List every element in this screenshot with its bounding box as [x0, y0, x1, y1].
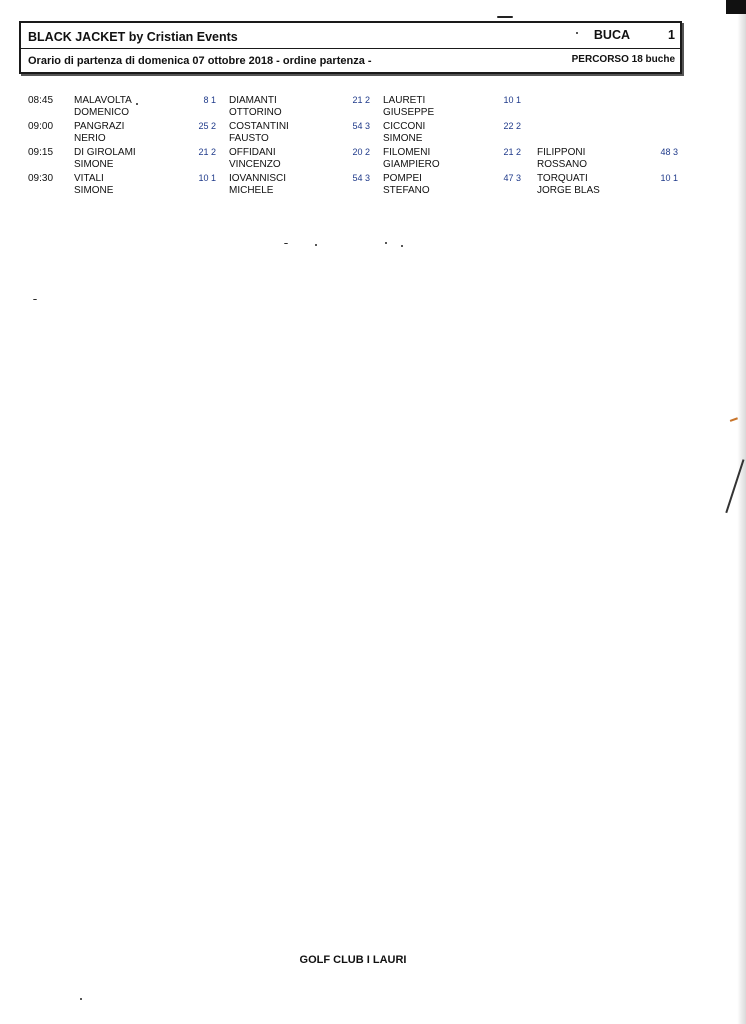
player-surname: DI GIROLAMI — [74, 147, 136, 158]
player-name — [383, 173, 430, 196]
player-name — [383, 121, 425, 144]
player-handicap: 20 2 — [352, 147, 370, 157]
player-surname: OFFIDANI — [229, 147, 276, 158]
scan-speck — [497, 16, 513, 18]
player-surname: FILIPPONI — [537, 147, 586, 158]
club-name: GOLF CLUB I LAURI — [299, 954, 407, 966]
player-name — [74, 121, 124, 144]
player-name — [229, 121, 289, 144]
player-firstname: ROSSANO — [537, 158, 588, 170]
player-handicap: 25 2 — [198, 121, 216, 131]
scan-speck — [401, 245, 403, 247]
player-firstname: SIMONE — [74, 158, 114, 170]
hole-label: BUCA — [593, 28, 630, 42]
player-firstname: STEFANO — [383, 184, 430, 196]
player-firstname: SIMONE — [74, 184, 114, 196]
player-surname: PANGRAZI — [74, 121, 125, 132]
player-surname: CICCONI — [383, 121, 426, 132]
start-time: 09:00 — [28, 121, 54, 132]
player-firstname: OTTORINO — [229, 106, 282, 118]
player-surname: POMPEI — [383, 173, 422, 184]
header-box — [19, 21, 682, 74]
player-firstname: DOMENICO — [74, 106, 129, 118]
start-time: 08:45 — [28, 95, 54, 106]
player-firstname: JORGE BLAS — [537, 184, 600, 196]
player-surname: FILOMENI — [383, 147, 431, 158]
player-firstname: GIAMPIERO — [383, 158, 440, 170]
player-handicap: 47 3 — [503, 173, 521, 183]
scan-speck — [33, 299, 37, 300]
player-surname: LAURETI — [383, 95, 426, 106]
player-name — [537, 147, 587, 170]
player-firstname: SIMONE — [383, 132, 423, 144]
header-divider — [21, 48, 680, 49]
player-surname: DIAMANTI — [229, 95, 277, 106]
start-time: 09:30 — [28, 173, 54, 184]
player-handicap: 10 1 — [198, 173, 216, 183]
player-firstname: VINCENZO — [229, 158, 281, 170]
player-surname: MALAVOLTA — [74, 95, 132, 106]
scan-speck — [385, 242, 387, 244]
player-firstname: GIUSEPPE — [383, 106, 435, 118]
player-handicap: 54 3 — [352, 121, 370, 131]
player-name — [229, 173, 286, 196]
start-time-row — [0, 147, 746, 173]
player-name — [74, 95, 132, 118]
player-handicap: 10 1 — [503, 95, 521, 105]
player-name — [229, 147, 281, 170]
scan-speck — [136, 103, 138, 105]
scan-speck — [284, 243, 288, 244]
player-handicap: 8 1 — [203, 95, 216, 105]
player-firstname: MICHELE — [229, 184, 274, 196]
schedule-subtitle: Orario di partenza di domenica 07 ottobre 2018 - ordine partenza - — [28, 55, 372, 67]
player-firstname: NERIO — [74, 132, 106, 144]
hole-number: 1 — [668, 28, 675, 42]
player-name — [537, 173, 600, 196]
start-time-row — [0, 95, 746, 121]
player-name — [74, 147, 136, 170]
start-time: 09:15 — [28, 147, 54, 158]
player-handicap: 21 2 — [503, 147, 521, 157]
course-info: PERCORSO 18 buche — [571, 54, 675, 65]
player-handicap: 48 3 — [660, 147, 678, 157]
player-handicap: 54 3 — [352, 173, 370, 183]
player-name — [74, 173, 113, 196]
player-surname: TORQUATI — [537, 173, 588, 184]
start-time-row — [0, 121, 746, 147]
player-name — [229, 95, 282, 118]
start-time-row — [0, 173, 746, 199]
player-name — [383, 95, 434, 118]
scan-corner-mark — [726, 0, 746, 14]
scan-speck — [315, 244, 317, 246]
player-surname: IOVANNISCI — [229, 173, 287, 184]
player-firstname: FAUSTO — [229, 132, 269, 144]
player-name — [383, 147, 440, 170]
player-surname: VITALI — [74, 173, 104, 184]
player-handicap: 21 2 — [198, 147, 216, 157]
player-handicap: 21 2 — [352, 95, 370, 105]
player-handicap: 10 1 — [660, 173, 678, 183]
document-title: BLACK JACKET by Cristian Events — [28, 30, 238, 44]
scan-speck — [80, 998, 82, 1000]
player-surname: COSTANTINI — [229, 121, 289, 132]
scan-speck — [576, 32, 578, 34]
player-handicap: 22 2 — [503, 121, 521, 131]
